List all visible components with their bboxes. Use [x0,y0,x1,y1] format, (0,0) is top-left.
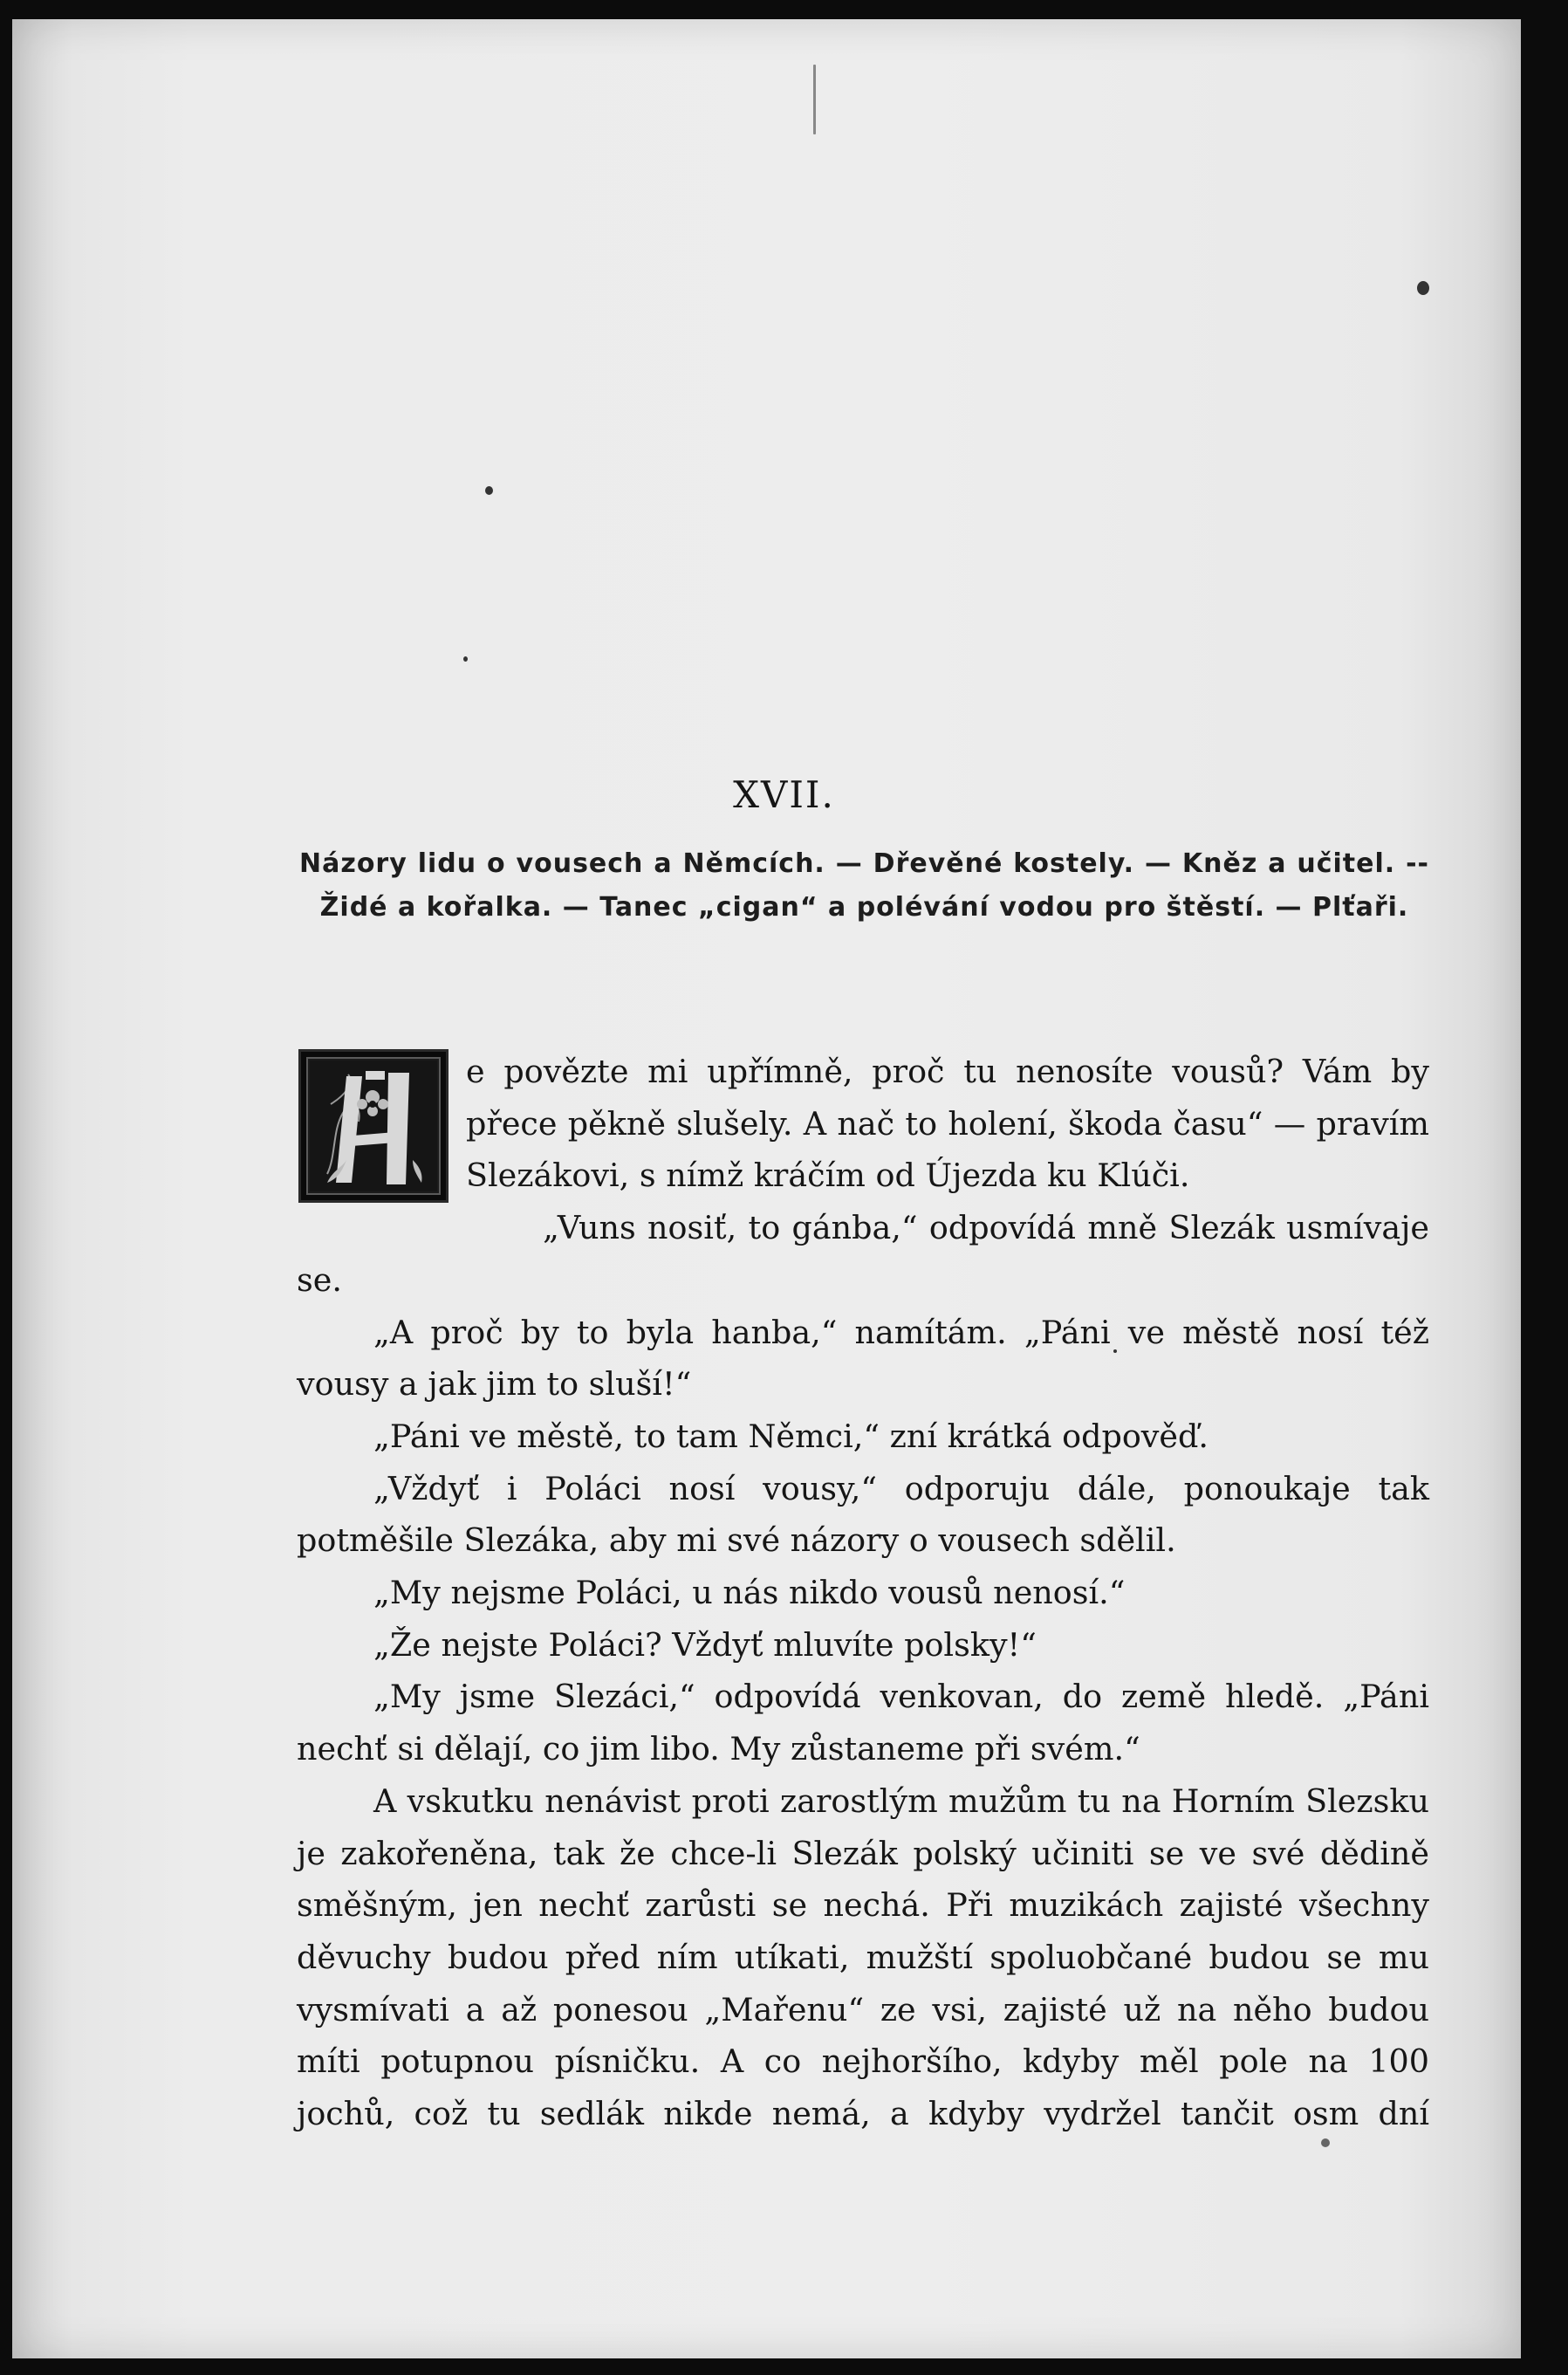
print-speck [1417,281,1429,295]
ornamental-drop-cap-icon [298,1049,448,1203]
print-speck [813,65,816,134]
paragraph: „My jsme Slezáci,“ odpovídá venkovan, do země hledě. „Páni nechť si dělají, co jim libo. My zůstaneme při svém.“ [297,1678,1429,1768]
paragraph: e povězte mi upřímně, proč tu nenosíte vousů? Vám by přece pěkně slušely. A nač to holení, škoda času“ — pravím Slezákovi, s nímž kráčím od Újezda ku Klúči. [297,1046,1429,1202]
print-speck [463,656,468,662]
paragraph: A vskutku nenávist proti zarostlým mužům tu na Horním Slezsku je zakořeněna, tak že chce-li Slezák polský učiniti se ve své dědině směšným, jen nechť zarůsti se nechá. Při muzikách zajisté všechny děvuchy budou před ním utíkati, mužští spoluobčané budou se mu vysmívati a až ponesou „Mařenu“ ze vsi, zajisté už na něho budou míti potupnou písničku. A co nejhoršího, kdyby měl pole na 100 jochů, což tu sedlák nikde nemá, a kdyby vydržel tančit osm dní [297,1781,1429,2133]
print-speck [485,486,493,495]
paragraph: „Vuns nosiť, to gánba,“ odpovídá mně Slezák usmívaje se. [297,1209,1429,1299]
chapter-number: XVII. [733,773,835,816]
paragraph: „Že nejste Poláci? Vždyť mluvíte polsky!“ [373,1625,1037,1664]
paragraph: „Vždyť i Poláci nosí vousy,“ odporuju dále, ponoukaje tak potměšile Slezáka, aby mi své názory o vousech sdělil. [297,1469,1429,1560]
paragraph: „A proč by to byla hanba,“ namítám. „Páni ve městě nosí též vousy a jak jim to sluší!“ [297,1313,1429,1404]
chapter-body [297,1046,1429,2140]
chapter-synopsis: Názory lidu o vousech a Němcích. — Dřevěné kostely. — Kněz a učitel. -- Židé a kořalka. — Tanec „cigan“ a polévání vodou pro štěstí. — Plťaři. [299,848,1429,923]
paragraph: „My nejsme Poláci, u nás nikdo vousů nenosí.“ [373,1574,1126,1612]
paragraph: „Páni ve městě, to tam Němci,“ zní krátká odpověď. [373,1417,1209,1455]
